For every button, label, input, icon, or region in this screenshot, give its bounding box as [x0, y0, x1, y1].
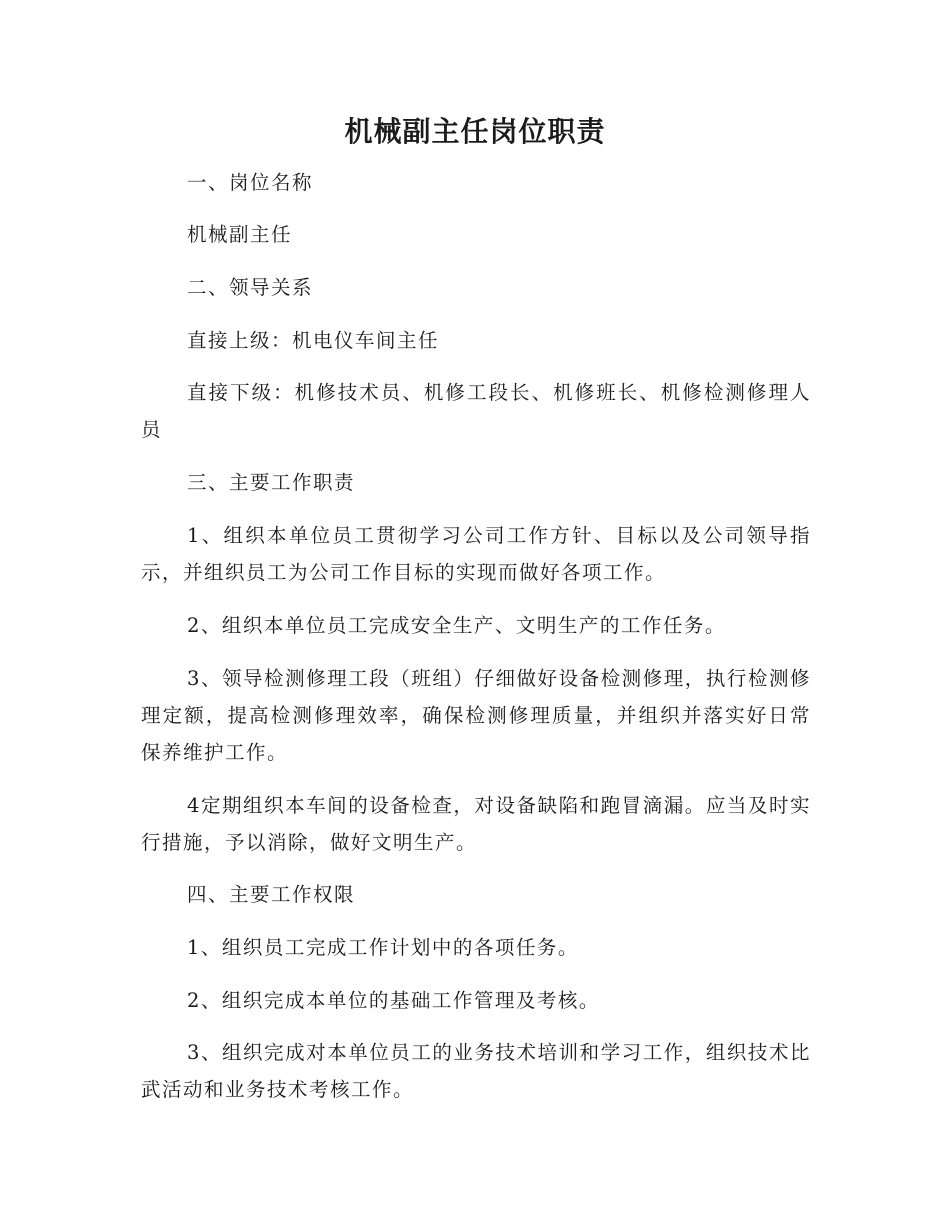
job-name-value: 机械副主任	[187, 223, 293, 246]
document-title: 机械副主任岗位职责	[344, 115, 606, 148]
section-heading-duties: 三、主要工作职责	[187, 471, 356, 494]
section-heading-authority: 四、主要工作权限	[187, 883, 356, 906]
section-heading-job-name: 一、岗位名称	[187, 171, 314, 194]
duty-item-1: 1、组织本单位员工贯彻学习公司工作方针、目标以及公司领导指示，并组织员工为公司工作目标的实现而做好各项工作。	[141, 524, 811, 584]
authority-item-1: 1、组织员工完成工作计划中的各项任务。	[187, 936, 579, 959]
duty-item-3: 3、领导检测修理工段（班组）仔细做好设备检测修理，执行检测修理定额，提高检测修理效率，确保检测修理质量，并组织并落实好日常保养维护工作。	[141, 667, 811, 764]
direct-subordinates: 直接下级：机修技术员、机修工段长、机修班长、机修检测修理人员	[141, 381, 811, 441]
authority-item-3: 3、组织完成对本单位员工的业务技术培训和学习工作，组织技术比武活动和业务技术考核工作。	[141, 1041, 811, 1101]
duty-item-2: 2、组织本单位员工完成安全生产、文明生产的工作任务。	[187, 614, 726, 637]
direct-superior: 直接上级：机电仪车间主任	[187, 329, 440, 352]
section-heading-reporting: 二、领导关系	[187, 276, 314, 299]
authority-item-2: 2、组织完成本单位的基础工作管理及考核。	[187, 989, 600, 1012]
duty-item-4: 4定期组织本车间的设备检查，对设备缺陷和跑冒滴漏。应当及时实行措施，予以消除，做好文明生产。	[141, 794, 811, 854]
